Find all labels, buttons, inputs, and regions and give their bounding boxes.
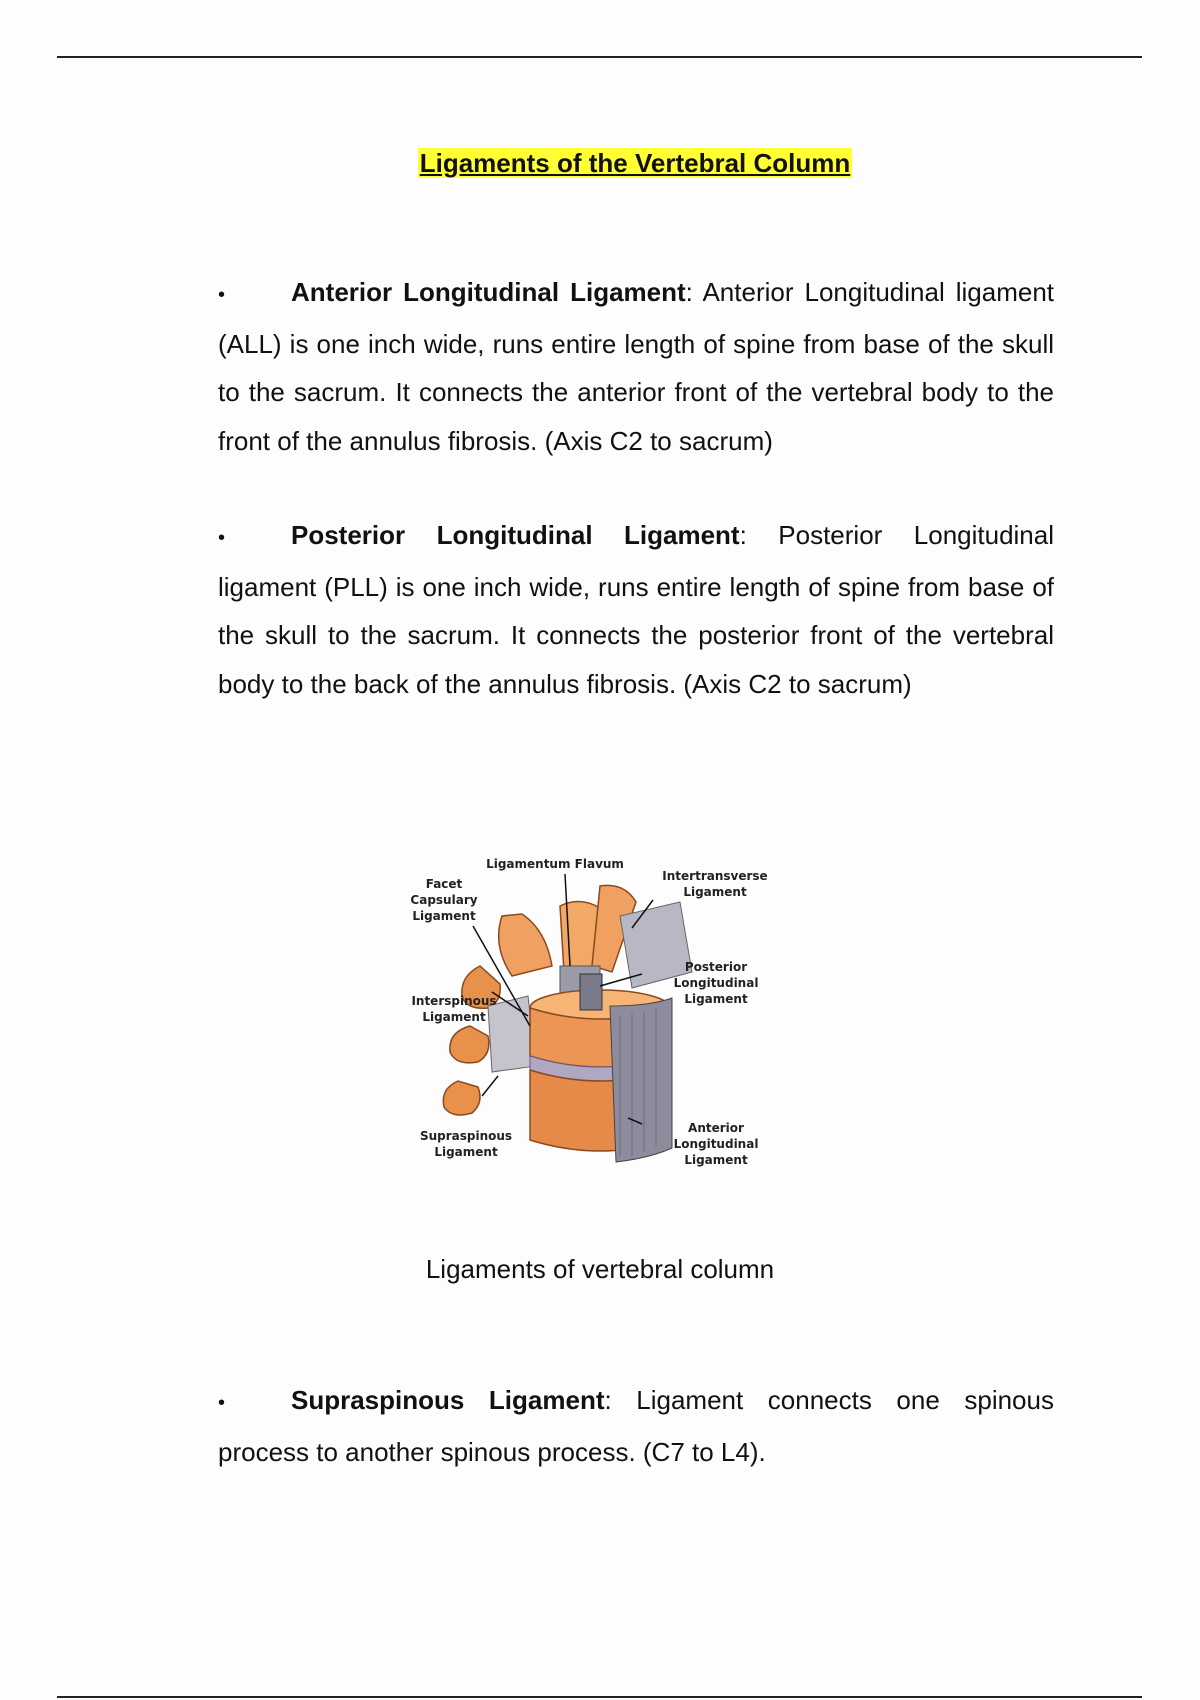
anterior-ligament-shape <box>610 998 672 1162</box>
label-facet-3: Ligament <box>412 909 476 923</box>
list-item-posterior <box>218 511 1054 708</box>
bullet: • <box>218 527 226 549</box>
list-item-anterior <box>218 268 1054 465</box>
label-posterior-1: Posterior <box>684 960 748 974</box>
label-anterior-2: Longitudinal <box>673 1137 759 1151</box>
label-supraspinous-2: Ligament <box>434 1145 498 1159</box>
definition: Posterior Longitudinal ligament (PLL) is one inch wide, runs entire length of spine from base of the skull to the sacrum. It connects the posterior front of the vertebral body to the back of the annulus fibrosis. (Axis C2 to sacrum) <box>218 520 1055 699</box>
label-anterior-3: Ligament <box>684 1153 748 1167</box>
definition: Ligament connects one spinous process to another spinous process. (C7 to L4). <box>218 1385 1054 1467</box>
label-supraspinous-1: Supraspinous <box>419 1129 513 1143</box>
label-intertransverse-2: Ligament <box>683 885 747 899</box>
label-interspinous-2: Ligament <box>422 1010 486 1024</box>
label-posterior-2: Longitudinal <box>673 976 759 990</box>
bullet: • <box>218 284 226 306</box>
term: Posterior Longitudinal Ligament <box>291 520 740 550</box>
label-facet-2: Capsulary <box>410 893 478 907</box>
page-title-text: Ligaments of the Vertebral Column <box>419 148 851 178</box>
label-intertransverse-1: Intertransverse <box>662 869 768 883</box>
posterior-ligament-shape <box>580 974 602 1010</box>
bullet: • <box>218 1392 226 1414</box>
label-facet-1: Facet <box>425 877 463 891</box>
term: Supraspinous Ligament <box>291 1385 605 1415</box>
page-title <box>0 146 1200 180</box>
separator: : <box>685 277 693 307</box>
vertebral-ligaments-figure <box>410 856 780 1178</box>
bottom-rule <box>57 1696 1142 1698</box>
figure-caption: Ligaments of vertebral column <box>425 1254 775 1284</box>
term: Anterior Longitudinal Ligament <box>291 277 686 307</box>
label-interspinous-1: Interspinous <box>411 994 497 1008</box>
label-ligamentum-flavum: Ligamentum Flavum <box>486 857 624 871</box>
list-item-supraspinous <box>218 1376 1054 1476</box>
separator: : <box>604 1385 612 1415</box>
top-rule <box>57 56 1142 58</box>
separator: : <box>739 520 747 550</box>
label-anterior-1: Anterior <box>688 1121 744 1135</box>
label-posterior-3: Ligament <box>684 992 748 1006</box>
definition: Anterior Longitudinal ligament (ALL) is one inch wide, runs entire length of spine from base of the skull to the sacrum. It connects the anterior front of the vertebral body to the front of the annulus fibrosis. (Axis C2 to sacrum) <box>218 277 1055 456</box>
